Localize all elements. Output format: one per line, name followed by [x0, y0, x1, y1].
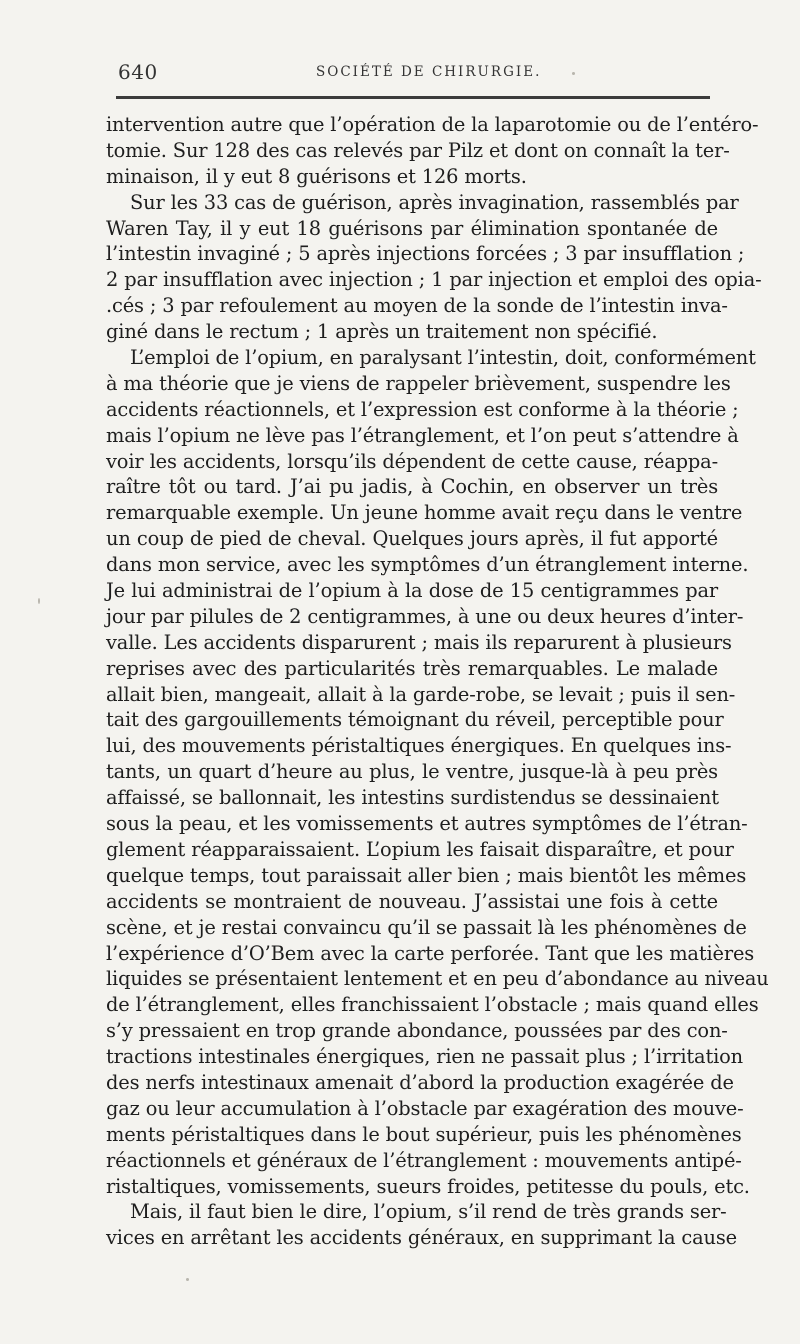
text-line: jour par pilules de 2 centigrammes, à une ou deux heures d’inter- — [106, 604, 744, 628]
page-number: 640 — [118, 60, 158, 84]
text-line: Mais, il faut bien le dire, l’opium, s’il rend de très grands ser- — [130, 1200, 727, 1224]
text-line: mais l’opium ne lève pas l’étranglement, et l’on peut s’attendre à — [106, 423, 739, 447]
text-line: l’expérience d’O’Bem avec la carte perforée. Tant que les matières — [106, 941, 755, 965]
text-line: .cés ; 3 par refoulement au moyen de la sonde de l’intestin inva- — [106, 294, 728, 318]
text-line: raître tôt ou tard. J’ai pu jadis, à Cochin, en observer un très — [106, 475, 718, 499]
text-line: quelque temps, tout paraissait aller bien ; mais bientôt les mêmes — [106, 863, 747, 887]
paper-speck — [572, 72, 575, 75]
text-line: intervention autre que l’opération de la laparotomie ou de l’entéro- — [106, 113, 759, 136]
running-title: SOCIÉTÉ DE CHIRURGIE. — [316, 64, 542, 80]
text-line: à ma théorie que je viens de rappeler brièvement, suspendre les — [106, 371, 731, 395]
text-line: allait bien, mangeait, allait à la garde-robe, se levait ; puis il sen- — [106, 682, 736, 706]
text-line: minaison, il y eut 8 guérisons et 126 morts. — [106, 164, 527, 188]
header-rule — [116, 96, 710, 99]
text-line: tomie. Sur 128 des cas relevés par Pilz et dont on connaît la ter- — [106, 138, 730, 162]
text-line: glement réapparaissaient. L’opium les faisait disparaître, et pour — [106, 837, 734, 861]
text-line: des nerfs intestinaux amenait d’abord la production exagérée de — [106, 1070, 734, 1094]
text-line: accidents réactionnels, et l’expression est conforme à la théorie ; — [106, 397, 739, 421]
text-line: l’intestin invaginé ; 5 après injections forcées ; 3 par insufflation ; — [106, 242, 745, 266]
text-line: réactionnels et généraux de l’étranglement : mouvements antipé- — [106, 1148, 742, 1172]
text-line: remarquable exemple. Un jeune homme avait reçu dans le ventre — [106, 501, 743, 525]
text-line: sous la peau, et les vomissements et autres symptômes de l’étran- — [106, 812, 748, 836]
text-line: Waren Tay, il y eut 18 guérisons par élimination spontanée de — [106, 216, 718, 240]
text-line: lui, des mouvements péristaltiques énergiques. En quelques ins- — [106, 734, 732, 758]
text-line: affaissé, se ballonnait, les intestins surdistendus se dessinaient — [106, 786, 719, 810]
text-line: voir les accidents, lorsqu’ils dépendent de cette cause, réappa- — [106, 449, 718, 473]
text-line: reprises avec des particularités très remarquables. Le malade — [106, 656, 718, 680]
text-line: tait des gargouillements témoignant du réveil, perceptible pour — [106, 708, 724, 732]
text-line: L’emploi de l’opium, en paralysant l’intestin, doit, conformément — [130, 346, 756, 370]
text-line: dans mon service, avec les symptômes d’un étranglement interne. — [106, 553, 749, 577]
text-line: liquides se présentaient lentement et en peu d’abondance au niveau — [106, 967, 769, 991]
text-line: de l’étranglement, elles franchissaient l’obstacle ; mais quand elles — [106, 993, 759, 1017]
text-line: ristaltiques, vomissements, sueurs froides, petitesse du pouls, etc. — [106, 1174, 750, 1198]
text-line: giné dans le rectum ; 1 après un traitement non spécifié. — [106, 320, 658, 344]
text-line: Sur les 33 cas de guérison, après invagination, rassemblés par — [130, 190, 739, 214]
running-head — [118, 60, 710, 88]
paper-speck — [186, 1278, 189, 1281]
text-line: gaz ou leur accumulation à l’obstacle par exagération des mouve- — [106, 1096, 744, 1120]
body-text — [106, 112, 769, 1251]
text-line: un coup de pied de cheval. Quelques jours après, il fut apporté — [106, 527, 718, 551]
text-line: vices en arrêtant les accidents généraux, en supprimant la cause — [106, 1226, 738, 1250]
text-line: tractions intestinales énergiques, rien ne passait plus ; l’irritation — [106, 1045, 744, 1069]
text-line: 2 par insufflation avec injection ; 1 par injection et emploi des opia- — [106, 268, 762, 292]
text-line: scène, et je restai convaincu qu’il se passait là les phénomènes de — [106, 915, 747, 939]
text-line: accidents se montraient de nouveau. J’assistai une fois à cette — [106, 889, 718, 913]
text-line: Je lui administrai de l’opium à la dose de 15 centigrammes par — [106, 579, 718, 603]
paper-speck — [38, 598, 40, 604]
text-line: s’y pressaient en trop grande abondance, poussées par des con- — [106, 1019, 728, 1043]
text-line: tants, un quart d’heure au plus, le ventre, jusque-là à peu près — [106, 760, 718, 784]
text-line: ments péristaltiques dans le bout supérieur, puis les phénomènes — [106, 1122, 742, 1146]
text-line: valle. Les accidents disparurent ; mais ils reparurent à plusieurs — [106, 630, 732, 654]
